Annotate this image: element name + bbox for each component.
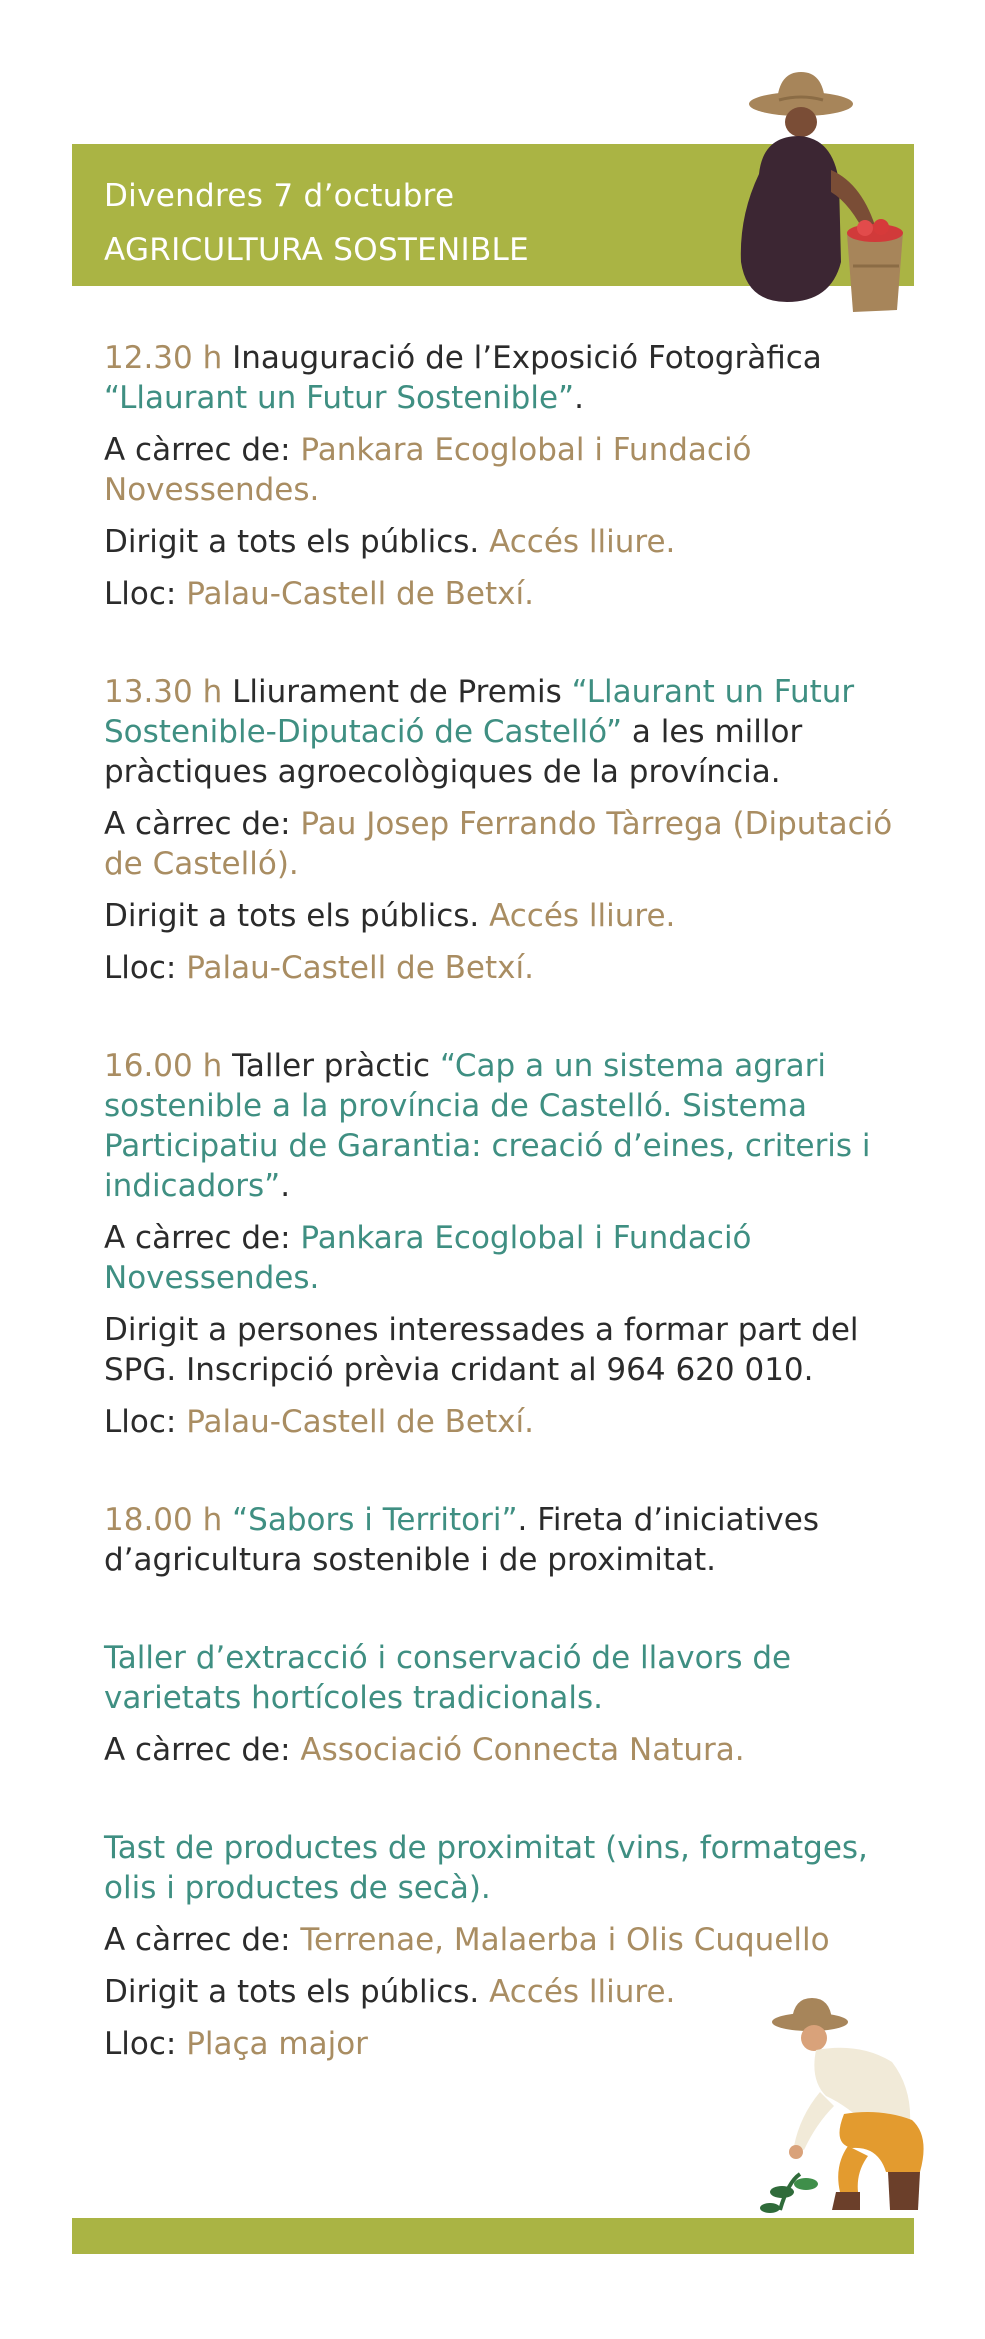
place-name: Palau-Castell de Betxí. (186, 950, 534, 986)
organizer-name: Pau Josep Ferrando Tàrrega (Diputació de Castelló). (104, 806, 893, 882)
seed-workshop (104, 1638, 924, 1770)
organizer-label: A càrrec de: (104, 1922, 301, 1958)
event-1230 (104, 338, 924, 614)
event-place (104, 574, 924, 614)
organizer-name: Terrenae, Malaerba i Olis Cuquello (300, 1922, 830, 1958)
event-quote: “Sabors i Territori” (222, 1502, 518, 1538)
access-text: Accés lliure. (489, 898, 676, 934)
organizer-name: Pankara Ecoglobal i Fundació Novessendes. (104, 1220, 752, 1296)
event-audience (104, 896, 924, 936)
workshop-organizer (104, 1730, 924, 1770)
event-place (104, 1402, 924, 1442)
event-title (104, 338, 924, 418)
event-theme: AGRICULTURA SOSTENIBLE (104, 232, 530, 268)
event-organizer (104, 430, 924, 510)
farmer-planting-icon (760, 1996, 938, 2218)
tasting-organizer (104, 1920, 924, 1960)
event-date: Divendres 7 d’octubre (104, 178, 455, 214)
place-label: Lloc: (104, 2026, 187, 2062)
place-name: Palau-Castell de Betxí. (186, 1404, 534, 1440)
event-1800 (104, 1500, 924, 1580)
footer-bar (72, 2218, 914, 2254)
access-text: Accés lliure. (489, 1974, 676, 2010)
event-after: . (280, 1168, 291, 1204)
event-audience: Dirigit a persones interessades a formar part del SPG. Inscripció prèvia cridant al 964 620 010. (104, 1312, 859, 1388)
tasting-title: Tast de productes de proximitat (vins, formatges, olis i productes de secà). (104, 1830, 868, 1906)
event-title (104, 1500, 924, 1580)
organizer-label: A càrrec de: (104, 1732, 301, 1768)
program-content (104, 338, 924, 2122)
event-quote: “Llaurant un Futur Sostenible” (104, 380, 575, 416)
audience-text: Dirigit a tots els públics. (104, 1974, 490, 2010)
event-audience (104, 522, 924, 562)
place-name: Palau-Castell de Betxí. (186, 576, 534, 612)
event-1330 (104, 672, 924, 988)
event-time: 12.30 h (104, 340, 223, 376)
event-time: 18.00 h (104, 1502, 223, 1538)
farmer-with-basket-icon (735, 66, 905, 318)
audience-text: Dirigit a tots els públics. (104, 898, 490, 934)
organizer-label: A càrrec de: (104, 1220, 301, 1256)
organizer-label: A càrrec de: (104, 432, 301, 468)
organizer-name: Associació Connecta Natura. (300, 1732, 745, 1768)
event-title (104, 672, 924, 792)
event-intro: Lliurament de Premis (222, 674, 572, 710)
event-after: a les millor pràctiques agroecològiques de la província. (104, 714, 803, 790)
event-organizer (104, 804, 924, 884)
organizer-label: A càrrec de: (104, 806, 301, 842)
organizer-name: Pankara Ecoglobal i Fundació Novessendes. (104, 432, 752, 508)
place-label: Lloc: (104, 1404, 187, 1440)
event-quote: “Llaurant un Futur Sostenible-Diputació de Castelló” (104, 674, 855, 750)
access-text: Accés lliure. (489, 524, 676, 560)
place-label: Lloc: (104, 576, 187, 612)
event-title (104, 1046, 924, 1206)
event-place (104, 948, 924, 988)
audience-text: Dirigit a tots els públics. (104, 524, 490, 560)
event-intro: Inauguració de l’Exposició Fotogràfica (222, 340, 822, 376)
event-quote: “Cap a un sistema agrari sostenible a la província de Castelló. Sistema Participatiu de Garantia: creació d’eines, criteris i indicadors” (104, 1048, 871, 1204)
event-after: . Fireta d’iniciatives d’agricultura sostenible i de proximitat. (104, 1502, 819, 1578)
workshop-title: Taller d’extracció i conservació de llavors de varietats hortícoles tradicionals. (104, 1640, 792, 1716)
event-organizer (104, 1218, 924, 1298)
event-1600 (104, 1046, 924, 1442)
event-intro: Taller pràctic (222, 1048, 440, 1084)
place-label: Lloc: (104, 950, 187, 986)
event-time: 16.00 h (104, 1048, 223, 1084)
place-name: Plaça major (186, 2026, 368, 2062)
event-after: . (574, 380, 584, 416)
event-time: 13.30 h (104, 674, 223, 710)
